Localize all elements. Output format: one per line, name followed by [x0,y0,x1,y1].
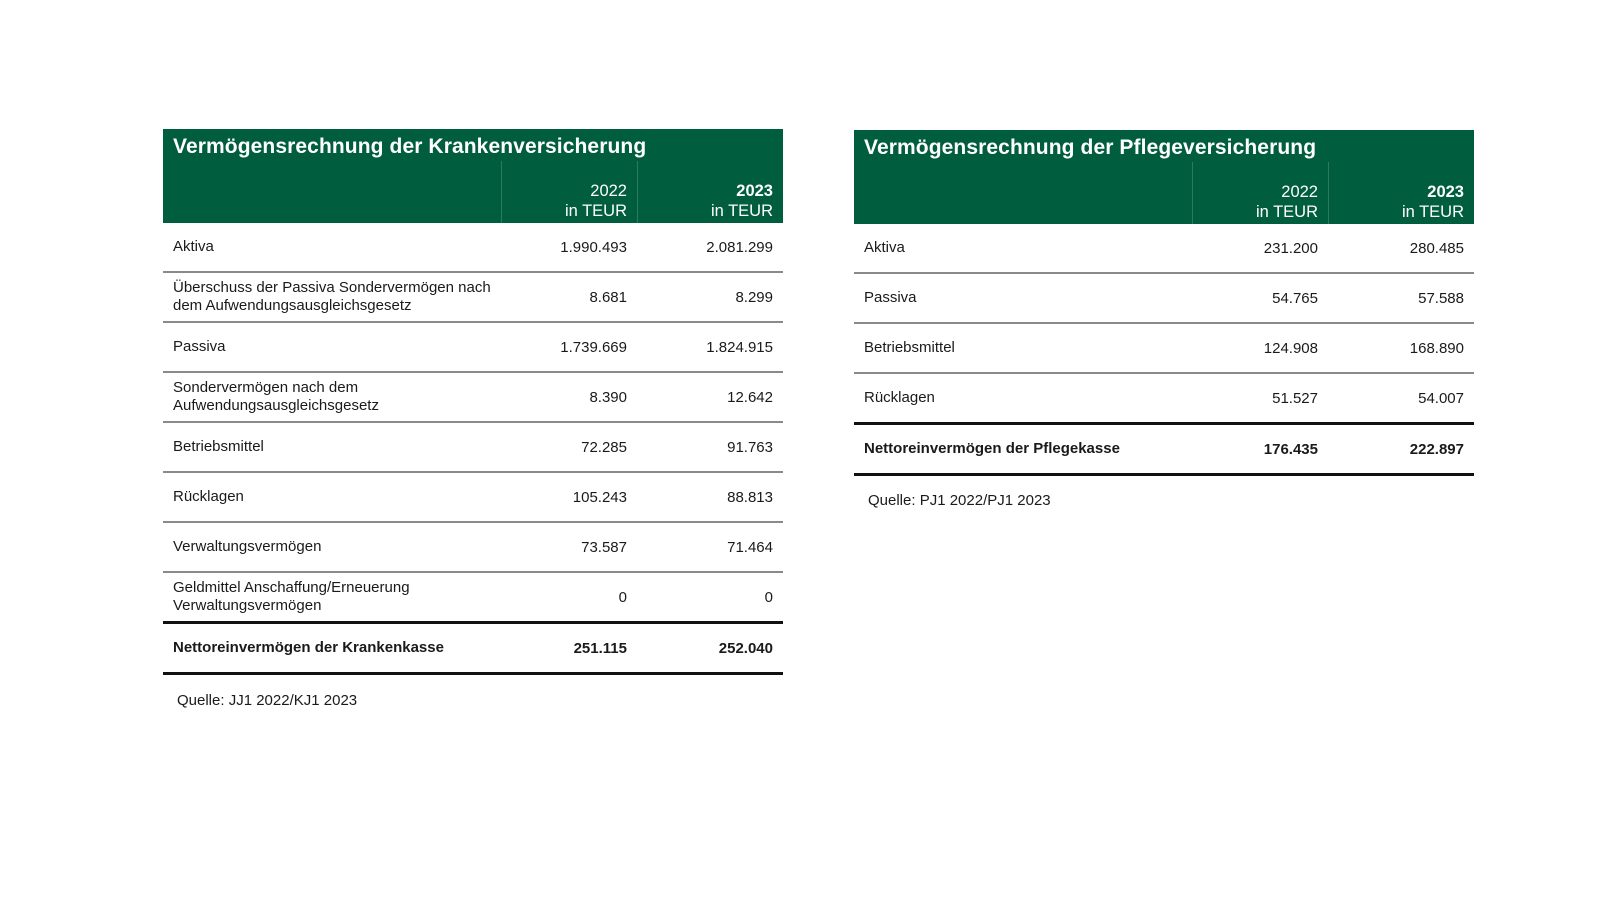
table-row [163,223,783,273]
row-value-2023: 12.642 [727,388,773,406]
pv-table-header [854,130,1474,224]
row-value-2023: 0 [764,588,773,606]
table-row [163,423,783,473]
pv-asset-table [854,130,1474,476]
row-value-2023: 91.763 [727,438,773,456]
row-value-2023: 8.299 [735,288,773,306]
table-row [854,374,1474,422]
total-label: Nettoreinvermögen der Krankenkasse [173,639,444,656]
row-value-2022: 73.587 [581,538,627,556]
row-value-2022: 231.200 [1263,239,1318,257]
kv-col-2023-unit: in TEUR [710,202,773,220]
pv-col-2023-unit: in TEUR [1401,203,1464,221]
row-value-2023: 168.890 [1409,339,1464,357]
row-label: Betriebsmittel [173,438,264,455]
row-label: Betriebsmittel [864,339,955,356]
kv-col-2023-year: 2023 [736,182,773,200]
row-label: Sondervermögen nach dem Aufwendungsausgleichsgesetz [173,379,379,414]
row-label: Passiva [864,289,917,306]
total-label: Nettoreinvermögen der Pflegekasse [864,440,1120,457]
row-label: Rücklagen [864,389,935,406]
kv-col-2023-header [637,161,783,223]
row-value-2023: 57.588 [1418,289,1464,307]
pv-table-title: Vermögensrechnung der Pflegeversicherung [864,136,1317,159]
pv-total-row [854,422,1474,476]
pv-source-note: Quelle: PJ1 2022/PJ1 2023 [868,492,1051,509]
kv-asset-table [163,129,783,675]
table-row [163,573,783,621]
row-value-2023: 280.485 [1409,239,1464,257]
kv-total-row [163,621,783,675]
row-value-2023: 1.824.915 [706,338,773,356]
row-label: Verwaltungsvermögen [173,538,322,555]
table-row [163,373,783,423]
kv-col-2022-header [501,161,637,223]
pv-col-2023-year: 2023 [1427,183,1464,201]
pv-col-2022-header [1192,162,1328,224]
total-value-2023: 252.040 [718,639,773,657]
table-row [163,323,783,373]
kv-table-header [163,129,783,223]
row-value-2022: 72.285 [581,438,627,456]
row-value-2022: 54.765 [1272,289,1318,307]
pv-col-2022-unit: in TEUR [1255,203,1318,221]
pv-col-2023-header [1328,162,1474,224]
table-row [854,324,1474,374]
row-value-2022: 124.908 [1263,339,1318,357]
total-value-2022: 176.435 [1263,440,1318,458]
row-label: Passiva [173,338,226,355]
row-value-2022: 8.390 [589,388,627,406]
row-label: Aktiva [173,238,214,255]
table-row [854,224,1474,274]
row-label: Geldmittel Anschaffung/Erneuerung Verwaltungsvermögen [173,579,410,614]
table-row [163,523,783,573]
row-value-2022: 51.527 [1272,389,1318,407]
total-value-2023: 222.897 [1409,440,1464,458]
row-value-2023: 2.081.299 [706,238,773,256]
row-value-2023: 54.007 [1418,389,1464,407]
row-value-2022: 0 [618,588,627,606]
row-label: Überschuss der Passiva Sondervermögen nach dem Aufwendungsausgleichsgesetz [173,279,491,314]
table-row [854,274,1474,324]
total-value-2022: 251.115 [573,639,627,657]
row-label: Rücklagen [173,488,244,505]
row-value-2022: 1.739.669 [560,338,627,356]
row-value-2022: 8.681 [589,288,627,306]
row-value-2022: 1.990.493 [560,238,627,256]
row-value-2023: 88.813 [727,488,773,506]
kv-source-note: Quelle: JJ1 2022/KJ1 2023 [177,692,358,709]
row-value-2022: 105.243 [572,488,627,506]
table-row [163,273,783,323]
row-label: Aktiva [864,239,905,256]
table-row [163,473,783,523]
row-value-2023: 71.464 [727,538,773,556]
pv-col-2022-year: 2022 [1281,183,1318,201]
kv-col-2022-unit: in TEUR [564,202,627,220]
kv-col-2022-year: 2022 [590,182,627,200]
kv-table-title: Vermögensrechnung der Krankenversicherung [173,135,647,158]
